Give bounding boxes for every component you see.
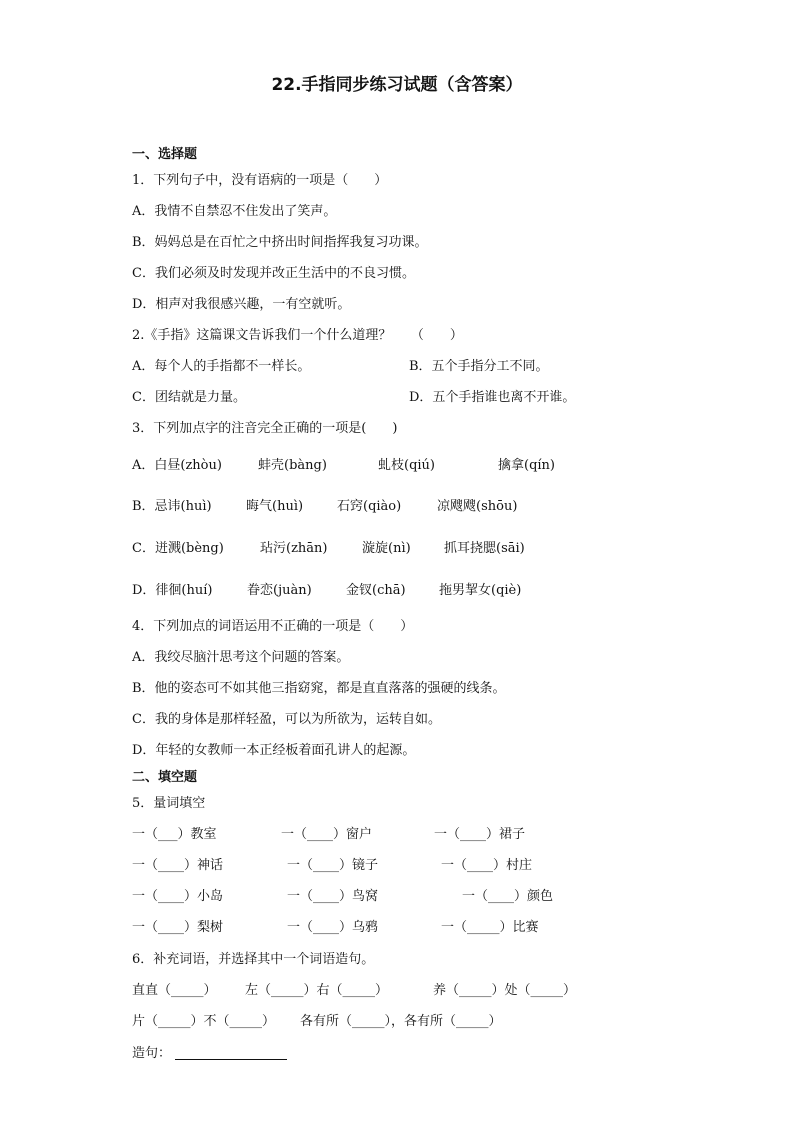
q3-option-a-word3: 虬枝(qiú)	[378, 458, 435, 473]
q6-word-pianbu: 片（_____）不（_____）	[132, 1014, 276, 1029]
q5-blank-classroom: 一（___）教室	[132, 827, 217, 842]
q5-blank-match: 一（_____）比赛	[441, 920, 539, 935]
q3-option-b-word1: B．忌讳(huì)	[132, 499, 212, 514]
section-heading-fill: 二、填空题	[132, 770, 198, 785]
q5-blank-mirror: 一（____）镜子	[287, 858, 379, 873]
q3-option-c-word1: C．迸溅(bèng)	[132, 541, 224, 556]
q2-option-b: B．五个手指分工不同。	[409, 359, 549, 374]
q5-blank-village: 一（____）村庄	[441, 858, 533, 873]
q6-word-zhizhi: 直直（_____）	[132, 983, 217, 998]
q2-option-d: D．五个手指谁也离不开谁。	[409, 390, 576, 405]
q2-option-c: C．团结就是力量。	[132, 390, 246, 405]
q5-blank-myth: 一（____）神话	[132, 858, 224, 873]
q3-option-d-word4: 拖男挈女(qiè)	[439, 583, 522, 598]
q4-option-d: D．年轻的女教师一本正经板着面孔讲人的起源。	[132, 743, 416, 758]
q3-option-d-word2: 眷恋(juàn)	[247, 583, 312, 598]
q4-option-a: A．我绞尽脑汁思考这个问题的答案。	[132, 650, 350, 665]
q1-option-d: D．相声对我很感兴趣，一有空就听。	[132, 297, 351, 312]
q5-blank-pear-tree: 一（____）梨树	[132, 920, 224, 935]
q4-option-b: B．他的姿态可不如其他三指窈窕，都是直直落落的强硬的线条。	[132, 681, 506, 696]
q3-option-c-word2: 玷污(zhān)	[260, 541, 328, 556]
q3-option-a-word4: 擒拿(qín)	[498, 458, 555, 473]
q2-stem: 2.《手指》这篇课文告诉我们一个什么道理？ （ ）	[132, 328, 463, 343]
q3-option-d-word1: D．徘徊(huí)	[132, 583, 213, 598]
q1-option-c: C．我们必须及时发现并改正生活中的不良习惯。	[132, 266, 415, 281]
q6-word-yangchu: 养（_____）处（_____）	[433, 983, 577, 998]
q6-stem: 6．补充词语，并选择其中一个词语造句。	[132, 952, 375, 967]
q4-stem: 4．下列加点的词语运用不正确的一项是（ ）	[132, 619, 414, 634]
q3-option-c-word3: 漩旋(nì)	[362, 541, 411, 556]
q6-word-geyousuo: 各有所（_____），各有所（_____）	[300, 1014, 502, 1029]
q6-sentence-label: 造句：	[132, 1046, 172, 1061]
q3-option-a-word2: 蚌壳(bàng)	[258, 458, 327, 473]
q3-option-b-word3: 石窍(qiào)	[337, 499, 402, 514]
q5-stem: 5．量词填空	[132, 796, 206, 811]
q1-option-a: A．我情不自禁忍不住发出了笑声。	[132, 204, 337, 219]
q4-option-c: C．我的身体是那样轻盈，可以为所欲为，运转自如。	[132, 712, 441, 727]
q6-word-zuoyou: 左（_____）右（_____）	[245, 983, 389, 998]
q5-blank-nest: 一（____）鸟窝	[287, 889, 379, 904]
section-heading-choice: 一、选择题	[132, 147, 198, 162]
q6-sentence-row	[132, 1045, 287, 1063]
q5-blank-crow: 一（____）乌鸦	[287, 920, 379, 935]
q2-option-a: A．每个人的手指都不一样长。	[132, 359, 311, 374]
q3-stem: 3．下列加点字的注音完全正确的一项是( )	[132, 421, 398, 436]
q1-option-b: B．妈妈总是在百忙之中挤出时间指挥我复习功课。	[132, 235, 428, 250]
q3-option-d-word3: 金钗(chā)	[346, 583, 406, 598]
q3-option-b-word4: 凉飕飕(shōu)	[437, 499, 518, 514]
q3-option-c-word4: 抓耳挠腮(sāi)	[444, 541, 525, 556]
q5-blank-skirt: 一（____）裙子	[434, 827, 526, 842]
q5-blank-island: 一（____）小岛	[132, 889, 224, 904]
q6-sentence-blank[interactable]	[175, 1045, 287, 1060]
q3-option-a-word1: A．白昼(zhòu)	[132, 458, 222, 473]
q5-blank-color: 一（____）颜色	[462, 889, 554, 904]
q1-stem: 1．下列句子中，没有语病的一项是（ ）	[132, 173, 388, 188]
q3-option-b-word2: 晦气(huì)	[246, 499, 304, 514]
q5-blank-window: 一（____）窗户	[281, 827, 373, 842]
page-title: 22.手指同步练习试题（含答案）	[271, 75, 523, 95]
